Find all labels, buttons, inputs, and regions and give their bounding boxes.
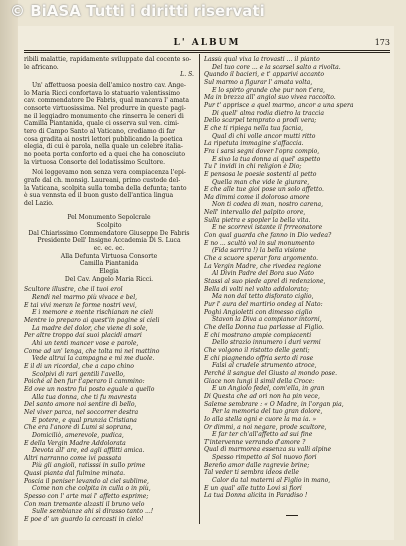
text-line: Camilla Piantanida, quale ci osserva sul ven. cimi- <box>24 120 180 128</box>
text-line: Ed ove un nostro fui posto eguale a quello <box>24 385 155 393</box>
text-line: Che della Donna tua parlasse al Figlio. <box>204 323 324 331</box>
text-line: E sixo la tua donna ai quel' aspetto <box>212 155 321 163</box>
text-line: la Vaticana, scolpita sulla tomba della defunta; tanto <box>24 184 187 192</box>
text-line: Stavon la Diva a compianor intorni, <box>212 316 322 324</box>
text-line: grafe dal ch. monsig. Laureani, primo custode del- <box>24 176 181 184</box>
text-line: cav. commendatore De Fabris, qual mancava l' amata <box>24 97 189 105</box>
text-line: Qual di marmorea essenza su valli alpine <box>204 446 332 454</box>
text-line: E lo spirto grande che pur non t'era, <box>212 86 325 94</box>
text-line: Scolpivi di rari gentili l'avello, <box>32 370 125 378</box>
text-line: Stassi al suo piede aprel di redenzione, <box>204 278 326 286</box>
text-line: E che alle tue gioi pose un solo affetto. <box>204 186 324 194</box>
header-rule-thin <box>24 52 390 53</box>
text-line: Falsi al crudele strumento atroce, <box>212 362 317 370</box>
text-line: Bereño amor dalle ragrevie brine; <box>204 461 310 469</box>
text-line: Nel viver parca, nel soccorrer destra <box>24 408 139 416</box>
text-line: E un qual' alle tutto Lovi si fiori <box>204 484 302 492</box>
text-line: Tal veder ti sembra ideos delle <box>204 469 299 477</box>
text-line: Qual di chi volle ancor mutti ritto <box>212 132 316 140</box>
text-line: Di Questa che ad ori non ha pin vece, <box>204 392 320 400</box>
text-line: Tu l' invidi in chi religion è Dio; <box>204 163 302 171</box>
text-line: E potere, e qual prunzia Cristiana <box>32 416 137 424</box>
page-number: 173 <box>374 38 390 47</box>
text-line: Spesso rimpetto al Sol nuovo fiori <box>212 454 317 462</box>
end-rule <box>286 515 298 516</box>
text-line: Alla tua donna, che ti fu mavresta <box>32 393 137 401</box>
text-line: Pur l' aura del martirio ondeg al Nato: <box>204 301 323 308</box>
text-line: Presidente Dell' Insigne Accademia Di S. Luca <box>37 237 181 245</box>
text-line: Altri narranno come ivi passata <box>24 454 122 462</box>
text-line: (Fida sarrira !) la bella visione <box>212 247 306 255</box>
text-line: E ne scorrevi istante il frrreonatore <box>212 224 323 232</box>
text-line: Ma non dal tetto disforato ciglio, <box>212 293 314 301</box>
text-line: Che a scuore sperar fora argomento. <box>204 255 319 263</box>
text-line: La Vergin Madre, che rivedea regione <box>204 262 322 270</box>
text-line: Per la memoria del tuo gran dolore, <box>212 408 323 416</box>
text-line: La tua Donna alicita in Paradiso ! <box>204 492 308 500</box>
epigraph-paragraph <box>24 169 194 207</box>
text-line: Al Divin Padre del Bora suo Nato <box>212 270 314 278</box>
text-line: E no ... scultò vol in sul monumento <box>204 239 315 247</box>
text-line: Giace non lungi il simil della Croce: <box>204 377 315 385</box>
closing-lines <box>24 56 194 71</box>
text-line: Sulla pietra e spopler la bella vita. <box>204 216 311 224</box>
text-line: La ripetuta immagine s'affaccia. <box>204 140 304 148</box>
text-line: Del Cav. Angelo Maria Ricci. <box>64 275 154 283</box>
elegy-verses-left <box>24 286 194 523</box>
text-line: Devota all' are, ed agli afflitti amica. <box>32 447 145 455</box>
text-line: tero di Campo Santo al Vaticano, crediamo di far <box>24 127 176 135</box>
text-line: Ma in brezza all' angiol suo vivea raccolto. <box>204 94 336 102</box>
text-line: Scolpito <box>96 222 122 230</box>
text-line: no poeta porta conforto ed a quei che ha conosciuto <box>24 150 186 158</box>
text-line: Come ad un' lenga, che tolta mi nel mattino <box>24 347 160 355</box>
column-divider <box>199 54 200 524</box>
text-line: Nell' intervallo del palpito orore, <box>204 209 306 217</box>
text-line: Scultore illustre, che il tuoi erol <box>24 286 123 294</box>
right-column <box>204 56 390 530</box>
left-column <box>24 56 194 530</box>
text-line: Quando il bacieri, e t' apparivi accanto <box>204 71 325 79</box>
text-line: Ma dimmi come il doloroso amore <box>204 193 310 201</box>
text-line: Poghi Angioletti con dimesso ciglio <box>204 308 313 316</box>
text-line: Ahi un tenti mancer vose e parole, <box>32 339 139 347</box>
text-line: E far ter ch'all'affetto ad sui fine <box>212 431 313 439</box>
text-line: Dal Chiarissimo Commendatore Giuseppe De Fabris <box>28 229 190 237</box>
text-line: Io alla stella ogni e cuore la ma ia. » <box>204 415 317 423</box>
text-line: Mentre io preparo ai quest'in pagine si cieli <box>24 317 160 324</box>
text-line: Pur t' apprisce a quel marmo, ancor a una spera <box>204 101 354 109</box>
text-line: E poe d' un guardo la cercasti in cielo! <box>24 516 144 524</box>
text-line: E i memore e mente rischianan ne cieli <box>32 309 154 317</box>
text-line: E tai vivi meran le forme nostri vevi, <box>24 301 137 309</box>
text-line: Dello scarpel temprato a prodi vera; <box>204 117 317 125</box>
text-line: T'intervenne verrando d'amore ? <box>204 438 306 446</box>
text-line: Dello strazio innumero i duri vermi <box>212 339 321 347</box>
text-line: Alla Defunta Virtuosa Consorte <box>60 252 158 260</box>
text-line: Sul marmo a figurar l' amata volta, <box>204 78 313 86</box>
text-line: Or dimmi, a noi negare, prode scultore, <box>204 423 327 431</box>
header-rule <box>24 50 390 51</box>
text-line: ec. ec. ec. <box>93 245 125 253</box>
text-line: Domiciliò, amerevole, pudica, <box>32 431 124 439</box>
page-binding-edge <box>0 0 18 546</box>
article-signature: L. S. <box>180 71 194 79</box>
text-line: E un Angiolo fedel, com'ella, in gran <box>212 385 325 393</box>
text-line: Vede altrui la campagna e mi me duole. <box>32 355 155 363</box>
text-line: E chi mostrano ampie compiacenti <box>204 331 312 339</box>
text-line: Quella man che vide le giurare, <box>212 178 310 186</box>
text-line: del Lazio. <box>24 199 54 207</box>
text-line: lo Maria Ricci confortava lo statuario valentissimo <box>24 89 180 97</box>
text-line: Del santo amore noi sentire di bello, <box>24 401 137 409</box>
text-line: Che era l'anore di Lumi si soprana, <box>24 424 133 432</box>
text-line: Non ti codea di man, nostro carena, <box>212 201 324 209</box>
intro-paragraph <box>24 82 194 166</box>
copyright-watermark: © BiASA Tutti i diritti riservati <box>10 2 265 20</box>
text-line: Per altre troppo dai suoi placidi amari <box>24 332 142 340</box>
text-line: Come non che colpita in culla o in più, <box>32 485 151 493</box>
album-page <box>18 26 394 540</box>
text-line: Quasi pianta dal fulmine minata. <box>24 470 126 478</box>
text-line: Un' affettuosa poesia dell'amico nostro cav. Ange- <box>32 81 186 89</box>
text-line: Di quell' alma rodia dietro la traccia <box>212 109 324 117</box>
text-line: Poscia il peniser levando al ciel sublime, <box>24 477 149 485</box>
text-line: Perché il sangue del Giusto al mondo pose. <box>204 369 338 377</box>
text-line: Pel Monumento Sepolcrale <box>67 214 151 222</box>
text-line: La madre del dolor, che viene di sole, <box>32 324 148 332</box>
elegy-verses-right <box>204 56 390 500</box>
text-line: Più gli angioli, ratisssi in sullo prime <box>32 462 146 470</box>
text-line: Calor da tal materni al Figlio in mano, <box>212 477 331 485</box>
text-line: Elegia <box>99 268 119 276</box>
text-line: la virtuosa Consorte del lodatissimo Scultore. <box>24 158 166 166</box>
text-line: ne il leggiadro monumento che rinserra le ceneri di <box>24 112 184 120</box>
text-line: Sulle sembianze ahi sì dirasso tanto ...! <box>32 508 154 516</box>
text-line: Saleme sembrare : « O Madre, in l'organ pia, <box>204 400 344 408</box>
text-line: E il di un ricordal, che a capo chino <box>24 362 134 370</box>
text-line: le africano. <box>24 63 59 71</box>
text-line: cosa gradita ai nostri lettori pubblicando la poetica <box>24 135 183 143</box>
poem-dedication <box>24 214 194 283</box>
text-line: Fra i sarsi segni dover l'opra compio, <box>204 147 320 155</box>
text-line: consorte virtuosissima. Nel produrre in queste pagi- <box>24 104 186 112</box>
text-line: Rendi nel marmo più vivace e bel, <box>32 294 138 302</box>
text-line: Con man tremante alzasti il bruno velo <box>24 500 145 508</box>
text-line: Bella di volti nel volto addolorato; <box>204 285 309 293</box>
text-line: Con qual guarda che fanno in Dio vedea? <box>204 232 332 240</box>
text-line: E chi piagnendo offria serto di rose <box>204 354 314 362</box>
text-line: E che ti ripiega nella tua facnia, <box>204 124 304 132</box>
text-line: Noi leggevamo non senza vera compiacenza l'epi- <box>32 169 186 177</box>
text-line: ribili malattie, rapidamente sviluppate dal cocente so- <box>24 56 192 63</box>
text-line: elegia, di cui è parola, nella quale un celebre italia- <box>24 143 183 151</box>
text-line: Lassù qual vixa la trovasti ... il pianto <box>204 56 320 63</box>
text-line: E della Vergin Madre Addolorata <box>24 439 126 447</box>
text-line: E pensosa le poesie sostenti al petto <box>204 170 317 178</box>
text-line: Poiché al ben fur t'aperaro il cammino: <box>24 378 145 386</box>
text-line: è sua vennsta ed il buon gusto dell'antica lingua <box>24 192 174 200</box>
journal-title: L' ALBUM <box>173 38 241 48</box>
text-line: Spesso con l' arte mai l' affetto esprime; <box>24 493 149 501</box>
text-line: Del tuo core ... e la scarsel salto a rivolta. <box>212 63 341 71</box>
text-line: Camilla Piantanida <box>79 260 139 268</box>
text-line: Che volgono il ristotto delle genti; <box>204 346 310 354</box>
